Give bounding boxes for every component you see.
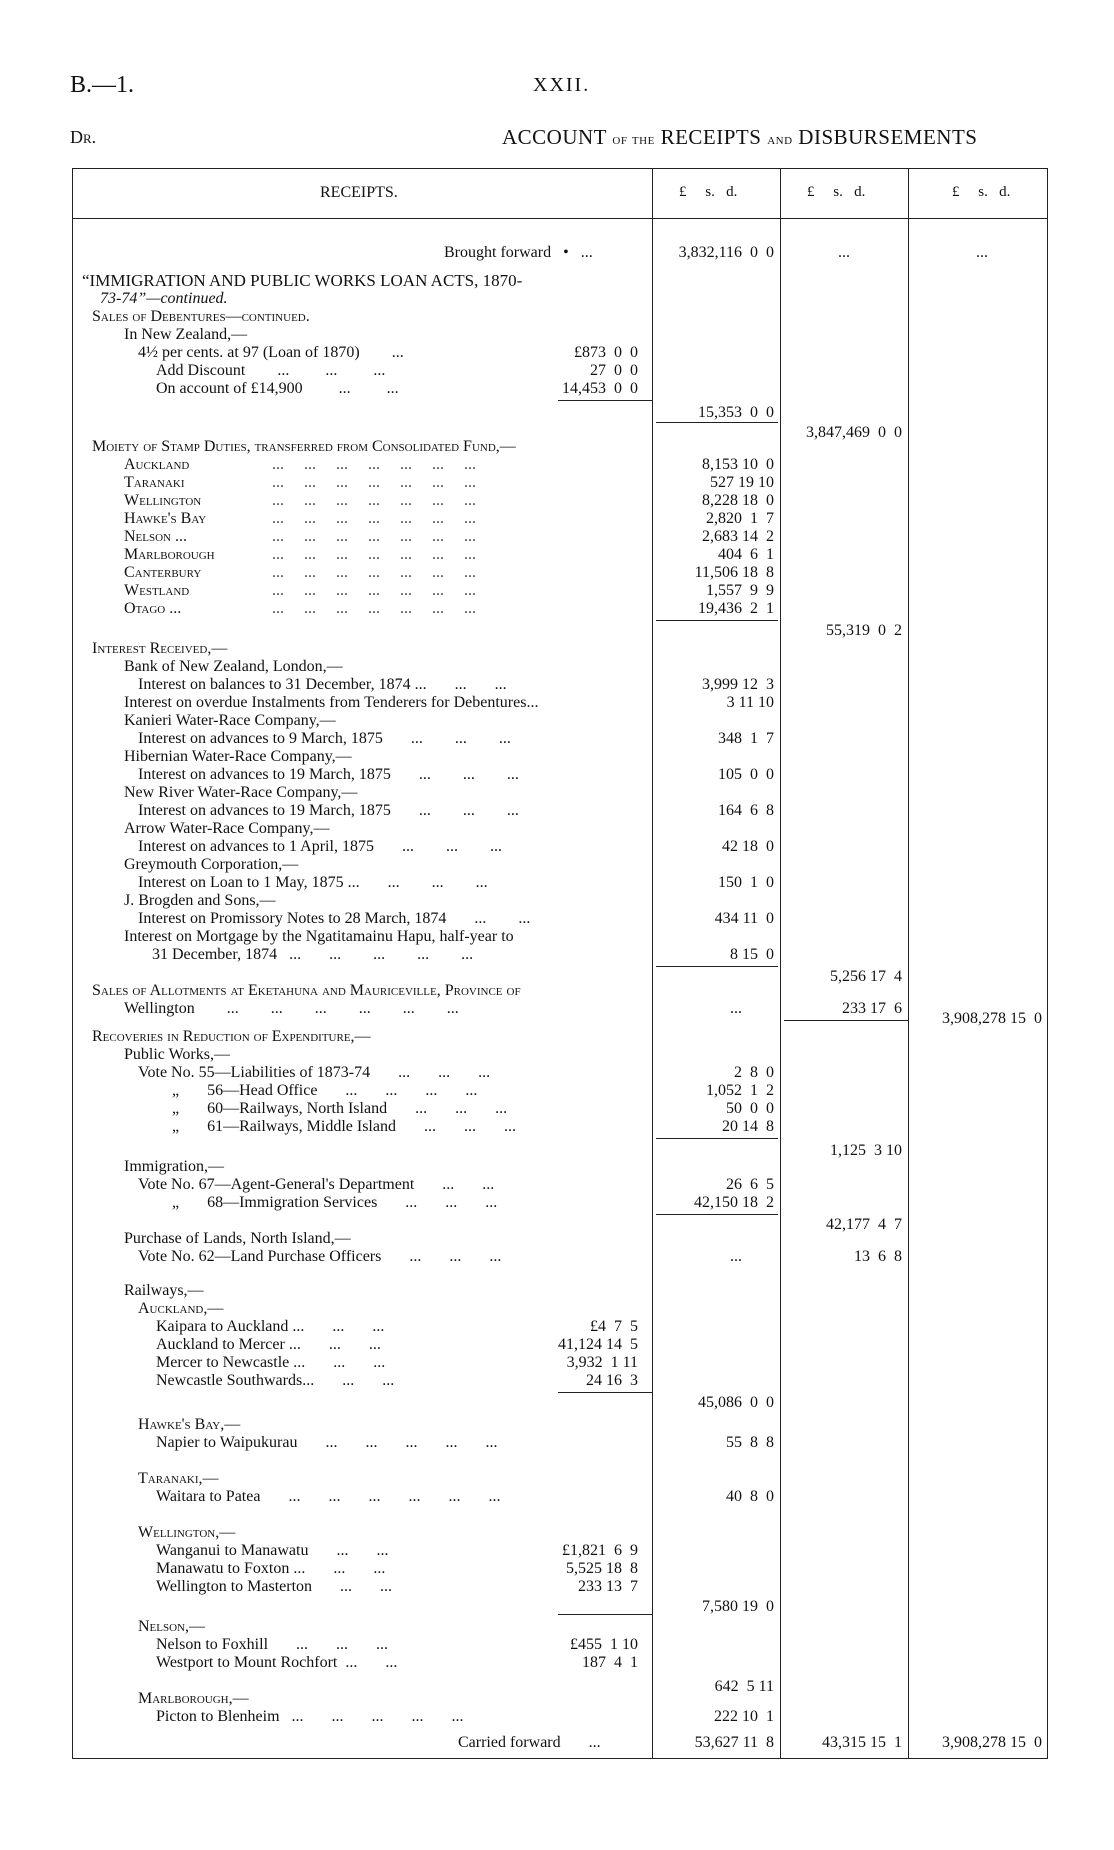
brought-forward-col2: ... bbox=[838, 244, 850, 261]
railway-row-inner: 5,525 18 8 bbox=[566, 1560, 638, 1577]
stamp-row-label: Auckland bbox=[124, 456, 190, 473]
act-title-line2: 73-74”—continued. bbox=[100, 290, 228, 307]
stamp-row-amount: 1,557 9 9 bbox=[706, 582, 774, 599]
stamp-leader-dots: ... ... ... ... ... ... ... bbox=[272, 546, 476, 563]
railway-row-label: Wellington to Masterton ... ... bbox=[156, 1578, 393, 1595]
interest-line: Hibernian Water-Race Company,— bbox=[124, 748, 352, 765]
stamp-row-label: Nelson ... bbox=[124, 528, 187, 545]
nelson-heading: Nelson,— bbox=[138, 1618, 205, 1635]
vote-amount: 50 0 0 bbox=[726, 1100, 774, 1117]
stamp-row-amount: 2,820 1 7 bbox=[706, 510, 774, 527]
marlborough-heading: Marlborough,— bbox=[138, 1690, 249, 1707]
debenture-row-label: On account of £14,900 ... ... bbox=[156, 380, 399, 397]
debentures-col2-total: 3,847,469 0 0 bbox=[806, 424, 902, 441]
railway-row-inner: 41,124 14 5 bbox=[558, 1336, 638, 1353]
stamp-leader-dots: ... ... ... ... ... ... ... bbox=[272, 492, 476, 509]
debenture-row-inner: 27 0 0 bbox=[590, 362, 638, 379]
interest-line: Interest on advances to 19 March, 1875 ... ... ... bbox=[138, 802, 519, 819]
interest-amount: 42 18 0 bbox=[722, 838, 774, 855]
stamp-row-amount: 2,683 14 2 bbox=[702, 528, 774, 545]
railway-row-inner: £455 1 10 bbox=[570, 1636, 638, 1653]
railway-row-inner: £1,821 6 9 bbox=[562, 1542, 638, 1559]
railway-row-inner: 233 13 7 bbox=[578, 1578, 638, 1595]
interest-line: New River Water-Race Company,— bbox=[124, 784, 358, 801]
stamp-row-amount: 527 19 10 bbox=[710, 474, 774, 491]
hawkes-bay-heading: Hawke's Bay,— bbox=[138, 1416, 241, 1433]
interest-amount: 3,999 12 3 bbox=[702, 676, 774, 693]
debentures-heading: Sales of Debentures—continued. bbox=[92, 308, 310, 325]
auckland-rule bbox=[558, 1392, 652, 1393]
interest-line: J. Brogden and Sons,— bbox=[124, 892, 276, 909]
stamp-row-label: Westland bbox=[124, 582, 190, 599]
table-right-rule bbox=[1047, 168, 1048, 1758]
col1-rule-5 bbox=[656, 1214, 778, 1215]
brought-forward-col3: ... bbox=[976, 244, 988, 261]
railway-row-inner: £4 7 5 bbox=[590, 1318, 638, 1335]
carried-forward-col1: 53,627 11 8 bbox=[694, 1734, 774, 1751]
brought-forward-label: Brought forward • ... bbox=[444, 244, 593, 261]
interest-line: Interest on advances to 19 March, 1875 ... ... ... bbox=[138, 766, 519, 783]
stamp-row-label: Hawke's Bay bbox=[124, 510, 207, 527]
railway-row-inner: 187 4 1 bbox=[582, 1654, 638, 1671]
public-works-total: 1,125 3 10 bbox=[830, 1142, 902, 1159]
interest-amount: 105 0 0 bbox=[718, 766, 774, 783]
vote-amount: 20 14 8 bbox=[722, 1118, 774, 1135]
wellington-total: 7,580 19 0 bbox=[702, 1598, 774, 1615]
interest-line: Interest on overdue Instalments from Tenderers for Debentures... bbox=[124, 694, 539, 711]
title-of: of the bbox=[612, 131, 655, 148]
stamp-row-label: Wellington bbox=[124, 492, 202, 509]
interest-amount: 164 6 8 bbox=[718, 802, 774, 819]
col2-header: £ s. d. bbox=[807, 184, 866, 200]
allotments-col1: ... bbox=[730, 1000, 742, 1017]
waitara-label: Waitara to Patea ... ... ... ... ... ... bbox=[156, 1488, 501, 1505]
vote-label: Vote No. 55—Liabilities of 1873-74 ... ... ... bbox=[138, 1064, 491, 1081]
railway-row-label: Newcastle Southwards... ... ... bbox=[156, 1372, 395, 1389]
interest-line: Greymouth Corporation,— bbox=[124, 856, 299, 873]
allotments-line1: Sales of Allotments at Eketahuna and Mauriceville, Province of bbox=[92, 982, 521, 999]
stamp-row-amount: 8,153 10 0 bbox=[702, 456, 774, 473]
carried-forward-col2: 43,315 15 1 bbox=[822, 1734, 902, 1751]
receipts-column-header: RECEIPTS. bbox=[320, 184, 398, 201]
picton-amount: 222 10 1 bbox=[714, 1708, 774, 1725]
allotments-col2: 233 17 6 bbox=[842, 1000, 902, 1017]
immigration-vote-label: Vote No. 67—Agent-General's Department ... ... bbox=[138, 1176, 495, 1193]
napier-amount: 55 8 8 bbox=[726, 1434, 774, 1451]
act-title-line1: “IMMIGRATION AND PUBLIC WORKS LOAN ACTS, 1870- bbox=[82, 271, 523, 290]
interest-amount: 348 1 7 bbox=[718, 730, 774, 747]
railway-row-label: Auckland to Mercer ... ... ... bbox=[156, 1336, 381, 1353]
allotments-line2: Wellington ... ... ... ... ... ... bbox=[124, 1000, 459, 1017]
interest-col2-total: 5,256 17 4 bbox=[830, 968, 902, 985]
title-disbursements: DISBURSEMENTS bbox=[798, 125, 978, 149]
stamp-row-amount: 11,506 18 8 bbox=[694, 564, 774, 581]
railway-row-inner: 24 16 3 bbox=[586, 1372, 638, 1389]
stamp-duties-heading: Moiety of Stamp Duties, transferred from Consolidated Fund,— bbox=[92, 438, 516, 455]
debentures-col1-total: 15,353 0 0 bbox=[698, 404, 774, 421]
interest-line: Interest on advances to 1 April, 1875 ... ... ... bbox=[138, 838, 502, 855]
col2-left-rule bbox=[780, 168, 781, 1758]
col3-left-rule bbox=[908, 168, 909, 1758]
table-left-rule bbox=[72, 168, 73, 1758]
debentures-rule bbox=[558, 400, 652, 401]
auckland-heading: Auckland,— bbox=[138, 1300, 224, 1317]
railway-row-label: Manawatu to Foxton ... ... ... bbox=[156, 1560, 386, 1577]
railway-row-label: Mercer to Newcastle ... ... ... bbox=[156, 1354, 386, 1371]
purchase-label: Purchase of Lands, North Island,— bbox=[124, 1230, 351, 1247]
purchase-col2: 13 6 8 bbox=[854, 1248, 902, 1265]
waitara-amount: 40 8 0 bbox=[726, 1488, 774, 1505]
table-bottom-rule bbox=[72, 1758, 1048, 1759]
interest-amount: 434 11 0 bbox=[714, 910, 774, 927]
stamp-col2-total: 55,319 0 2 bbox=[826, 622, 902, 639]
stamp-leader-dots: ... ... ... ... ... ... ... bbox=[272, 600, 476, 617]
interest-amount: 8 15 0 bbox=[730, 946, 774, 963]
interest-line: Interest on Promissory Notes to 28 March, 1874 ... ... bbox=[138, 910, 531, 927]
napier-label: Napier to Waipukurau ... ... ... ... ... bbox=[156, 1434, 498, 1451]
page-number: XXII. bbox=[533, 74, 591, 96]
interest-line: Interest on Mortgage by the Ngatitamainu Hapu, half-year to bbox=[124, 928, 514, 945]
interest-line: Bank of New Zealand, London,— bbox=[124, 658, 343, 675]
debenture-row-label: 4½ per cents. at 97 (Loan of 1870) ... bbox=[138, 344, 404, 361]
receipts-table bbox=[72, 168, 1048, 1760]
railways-heading: Railways,— bbox=[124, 1282, 204, 1299]
recoveries-heading: Recoveries in Reduction of Expenditure,— bbox=[92, 1028, 371, 1045]
col1-rule-2 bbox=[656, 620, 778, 621]
stamp-leader-dots: ... ... ... ... ... ... ... bbox=[272, 528, 476, 545]
interest-heading: Interest Received,— bbox=[92, 640, 228, 657]
vote-label: „ 60—Railways, North Island ... ... ... bbox=[172, 1100, 508, 1117]
header-rule bbox=[72, 218, 1048, 219]
interest-amount: 150 1 0 bbox=[718, 874, 774, 891]
public-works-label: Public Works,— bbox=[124, 1046, 230, 1063]
document-code: B.—1. bbox=[70, 72, 135, 98]
debentures-sub: In New Zealand,— bbox=[124, 326, 248, 343]
debenture-row-inner: 14,453 0 0 bbox=[562, 380, 638, 397]
brought-forward-col1: 3,832,116 0 0 bbox=[678, 244, 774, 261]
interest-line: Kanieri Water-Race Company,— bbox=[124, 712, 336, 729]
col3-header: £ s. d. bbox=[952, 184, 1011, 200]
railway-row-inner: 3,932 1 11 bbox=[566, 1354, 638, 1371]
stamp-leader-dots: ... ... ... ... ... ... ... bbox=[272, 456, 476, 473]
debenture-row-inner: £873 0 0 bbox=[574, 344, 638, 361]
wellington-heading: Wellington,— bbox=[138, 1524, 236, 1541]
col1-rule-1 bbox=[656, 422, 778, 423]
stamp-leader-dots: ... ... ... ... ... ... ... bbox=[272, 474, 476, 491]
nelson-total: 642 5 11 bbox=[714, 1678, 774, 1695]
stamp-leader-dots: ... ... ... ... ... ... ... bbox=[272, 582, 476, 599]
railway-row-label: Wanganui to Manawatu ... ... bbox=[156, 1542, 389, 1559]
immigration-vote-amount: 42,150 18 2 bbox=[694, 1194, 774, 1211]
purchase-vote-label: Vote No. 62—Land Purchase Officers ... ... ... bbox=[138, 1248, 502, 1265]
debit-marker: Dr. bbox=[70, 127, 97, 147]
title-receipts: RECEIPTS bbox=[660, 125, 762, 149]
railway-row-label: Nelson to Foxhill ... ... ... bbox=[156, 1636, 389, 1653]
taranaki-heading: Taranaki,— bbox=[138, 1470, 219, 1487]
title-and: and bbox=[767, 131, 793, 148]
debenture-row-label: Add Discount ... ... ... bbox=[156, 362, 386, 379]
vote-amount: 1,052 1 2 bbox=[706, 1082, 774, 1099]
col1-rule-3 bbox=[656, 966, 778, 967]
carried-forward-col3: 3,908,278 15 0 bbox=[942, 1734, 1042, 1751]
stamp-row-label: Taranaki bbox=[124, 474, 185, 491]
title-account: ACCOUNT bbox=[502, 125, 607, 149]
interest-line: Interest on balances to 31 December, 1874 ... ... ... bbox=[138, 676, 507, 693]
vote-label: „ 56—Head Office ... ... ... ... bbox=[172, 1082, 478, 1099]
col1-rule-4 bbox=[656, 1138, 778, 1139]
stamp-row-label: Otago ... bbox=[124, 600, 182, 617]
stamp-row-amount: 8,228 18 0 bbox=[702, 492, 774, 509]
railway-row-label: Westport to Mount Rochfort ... ... bbox=[156, 1654, 398, 1671]
interest-amount: 3 11 10 bbox=[726, 694, 774, 711]
stamp-row-label: Canterbury bbox=[124, 564, 202, 581]
picton-label: Picton to Blenheim ... ... ... ... ... bbox=[156, 1708, 464, 1725]
interest-line: Interest on Loan to 1 May, 1875 ... ... ... ... bbox=[138, 874, 488, 891]
allotments-col3-total: 3,908,278 15 0 bbox=[942, 1010, 1042, 1027]
immigration-total: 42,177 4 7 bbox=[826, 1216, 902, 1233]
stamp-leader-dots: ... ... ... ... ... ... ... bbox=[272, 510, 476, 527]
stamp-row-amount: 404 6 1 bbox=[718, 546, 774, 563]
carried-forward-label: Carried forward ... bbox=[458, 1734, 601, 1751]
interest-line: 31 December, 1874 ... ... ... ... ... bbox=[152, 946, 474, 963]
interest-line: Arrow Water-Race Company,— bbox=[124, 820, 330, 837]
table-top-rule bbox=[72, 168, 1048, 169]
stamp-row-amount: 19,436 2 1 bbox=[698, 600, 774, 617]
railway-row-label: Kaipara to Auckland ... ... ... bbox=[156, 1318, 385, 1335]
col1-header: £ s. d. bbox=[679, 184, 738, 200]
immigration-vote-label: „ 68—Immigration Services ... ... ... bbox=[172, 1194, 498, 1211]
stamp-row-label: Marlborough bbox=[124, 546, 215, 563]
vote-label: „ 61—Railways, Middle Island ... ... ... bbox=[172, 1118, 516, 1135]
vote-amount: 2 8 0 bbox=[734, 1064, 774, 1081]
immigration-label: Immigration,— bbox=[124, 1158, 224, 1175]
stamp-leader-dots: ... ... ... ... ... ... ... bbox=[272, 564, 476, 581]
immigration-vote-amount: 26 6 5 bbox=[726, 1176, 774, 1193]
nelson-top-rule bbox=[558, 1614, 652, 1615]
purchase-col1: ... bbox=[730, 1248, 742, 1265]
interest-line: Interest on advances to 9 March, 1875 ... ... ... bbox=[138, 730, 511, 747]
account-title bbox=[502, 125, 977, 150]
col2-rule-1 bbox=[784, 1020, 908, 1021]
auckland-total: 45,086 0 0 bbox=[698, 1394, 774, 1411]
